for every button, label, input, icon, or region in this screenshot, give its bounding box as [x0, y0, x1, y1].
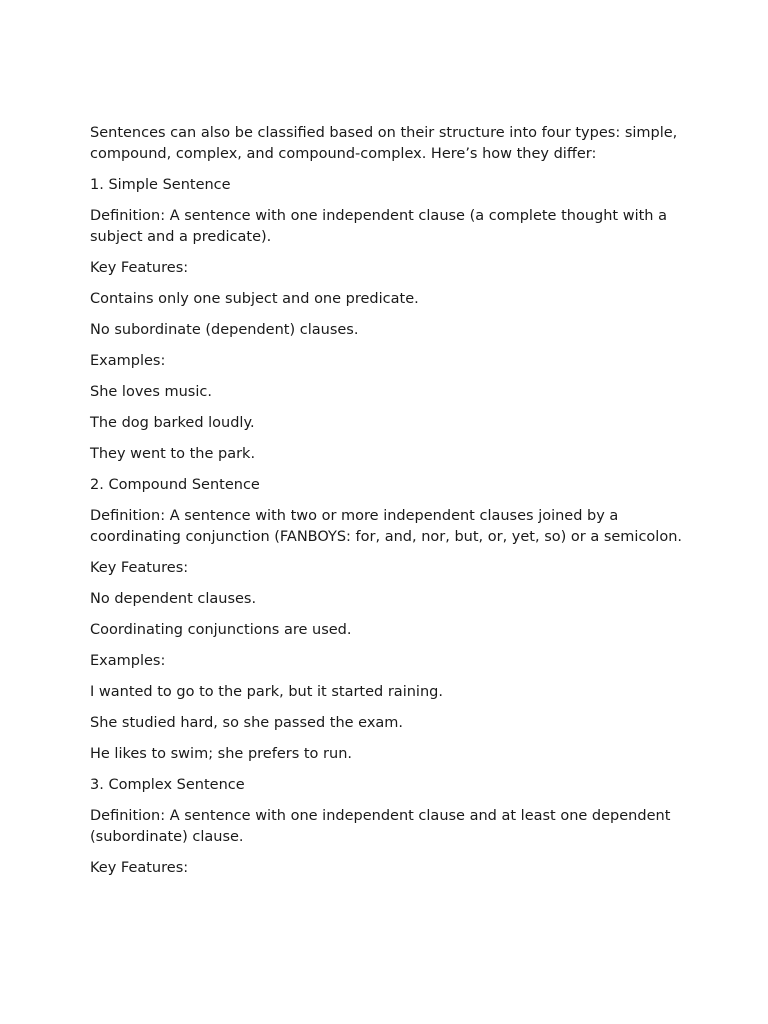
feature-item: Contains only one subject and one predicate.: [90, 291, 419, 307]
examples-label: Examples:: [90, 353, 166, 369]
section-heading-simple: 1. Simple Sentence: [90, 177, 231, 193]
example-item: She studied hard, so she passed the exam.: [90, 715, 404, 731]
section-heading-compound: 2. Compound Sentence: [90, 477, 260, 493]
example-item: He likes to swim; she prefers to run.: [90, 746, 352, 762]
feature-item: No subordinate (dependent) clauses.: [90, 322, 359, 338]
example-item: I wanted to go to the park, but it started raining.: [90, 684, 443, 700]
feature-item: No dependent clauses.: [90, 591, 257, 607]
section-heading-complex: 3. Complex Sentence: [90, 777, 245, 793]
key-features-label: Key Features:: [90, 260, 189, 276]
example-item: The dog barked loudly.: [90, 415, 255, 431]
definition-paragraph: Definition: A sentence with one independent clause and at least one dependent (subordinate) clause.: [90, 808, 671, 845]
example-item: They went to the park.: [90, 446, 256, 462]
document-page: [90, 123, 690, 889]
definition-paragraph: Definition: A sentence with one independent clause (a complete thought with a subject and a predicate).: [90, 208, 667, 245]
example-item: She loves music.: [90, 384, 212, 400]
feature-item: Coordinating conjunctions are used.: [90, 622, 352, 638]
examples-label: Examples:: [90, 653, 166, 669]
definition-paragraph: Definition: A sentence with two or more independent clauses joined by a coordinating conjunction (FANBOYS: for, and, nor, but, or, yet, so) or a semicolon.: [90, 508, 682, 545]
intro-paragraph: Sentences can also be classified based on their structure into four types: simple, compound, complex, and compound-complex. Here’s how they differ:: [90, 125, 678, 162]
key-features-label: Key Features:: [90, 860, 189, 876]
key-features-label: Key Features:: [90, 560, 189, 576]
